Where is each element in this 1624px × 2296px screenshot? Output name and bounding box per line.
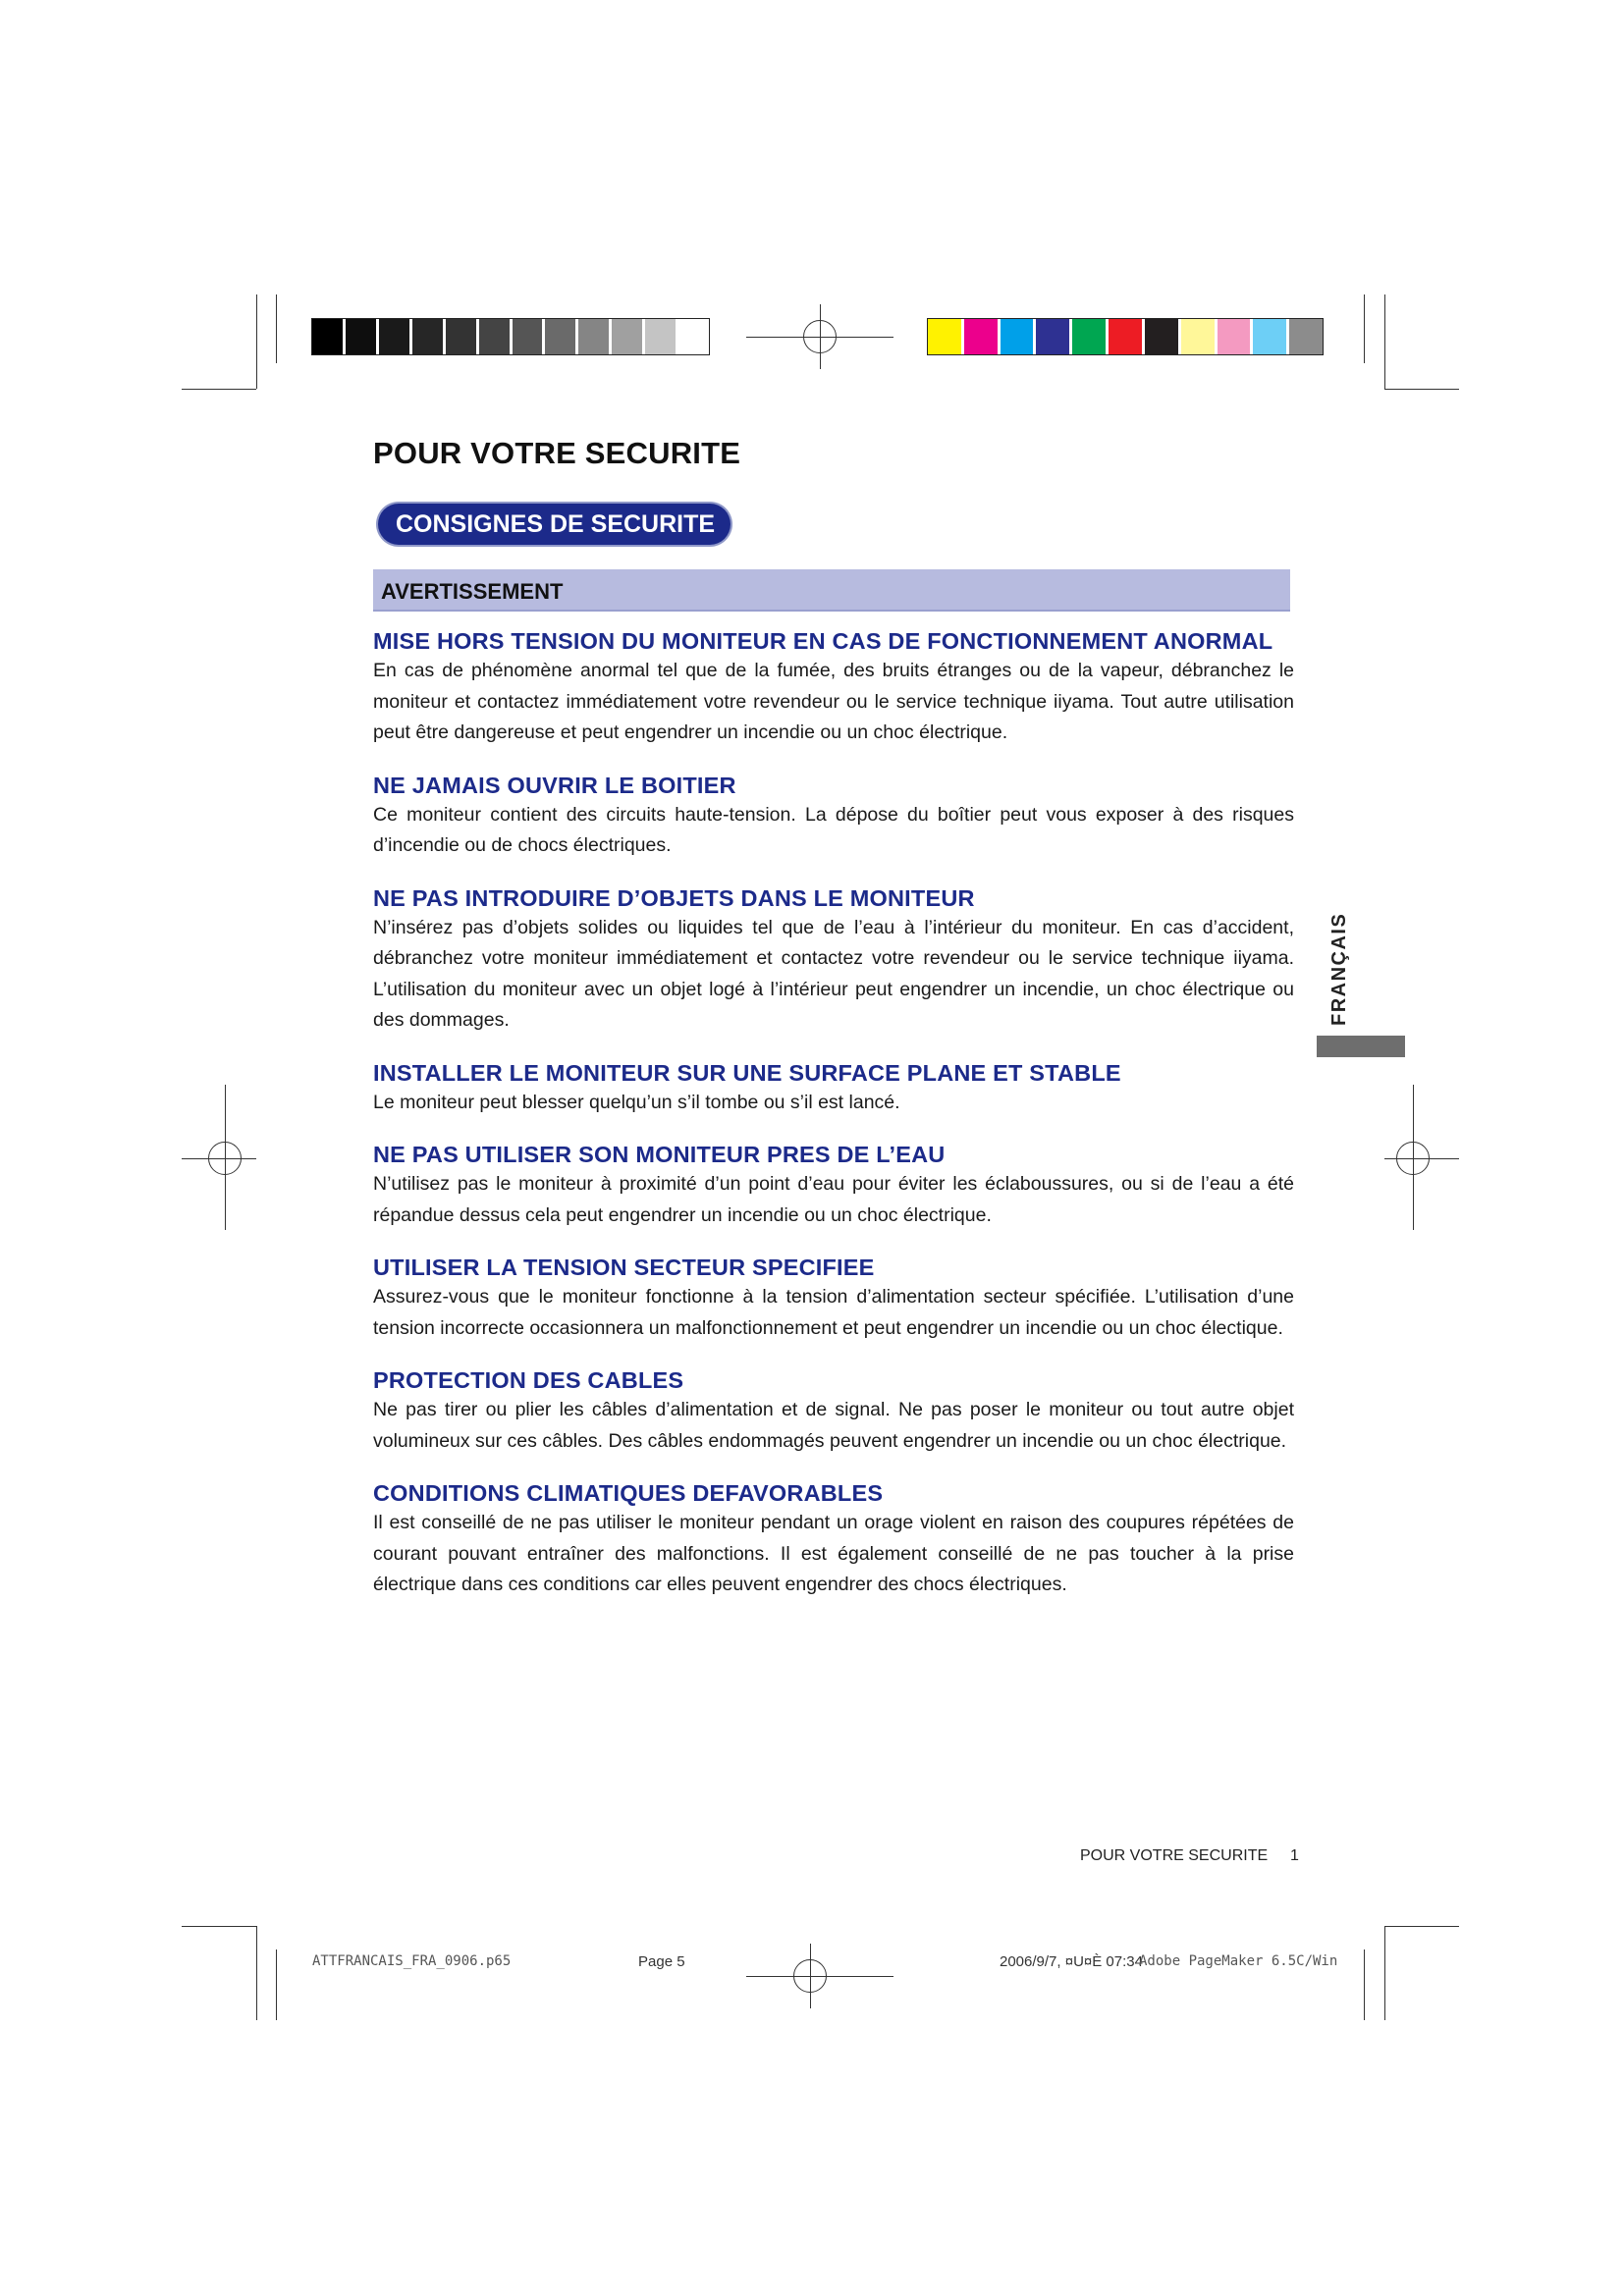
section-heading: NE PAS INTRODUIRE D’OBJETS DANS LE MONITEUR (373, 884, 975, 911)
calibration-swatch (446, 319, 479, 354)
page-title: POUR VOTRE SECURITE (373, 436, 741, 470)
section-body: En cas de phénomène anormal tel que de la fumée, des bruits étranges ou de la vapeur, débranchez le moniteur et contactez immédiatement votre revendeur ou le service technique iiyama. Tout autre utilisation peut être dangereuse et peut engendrer un incendie ou un choc électrique. (373, 660, 1294, 743)
safety-section (373, 883, 1294, 1037)
page-number: 1 (1290, 1847, 1299, 1864)
calibration-swatch (1145, 319, 1181, 354)
warning-label: AVERTISSEMENT (381, 579, 564, 604)
section-heading: CONDITIONS CLIMATIQUES DEFAVORABLES (373, 1480, 884, 1506)
calibration-swatch (346, 319, 379, 354)
calibration-swatch (928, 319, 964, 354)
safety-section (373, 771, 1294, 862)
slug-filename: ATTFRANCAIS_FRA_0906.p65 (312, 1953, 512, 1969)
slug-datetime: 2006/9/7, ¤U¤È 07:34 (1000, 1953, 1143, 1970)
calibration-swatch (1218, 319, 1254, 354)
section-body: Ne pas tirer ou plier les câbles d’alimentation et de signal. Ne pas poser le moniteur ou tout autre objet volumineux sur ces câbles. Des câbles endommagés peuvent engendrer un incendie ou un choc électrique. (373, 1399, 1294, 1452)
calibration-swatch (612, 319, 645, 354)
section-body: Le moniteur peut blesser quelqu’un s’il tombe ou s’il est lancé. (373, 1091, 900, 1113)
safety-section (373, 626, 1294, 749)
calibration-swatch (1289, 319, 1323, 354)
calibration-swatch (578, 319, 612, 354)
safety-section (373, 1253, 1294, 1344)
slug-software: Adobe PageMaker 6.5C/Win (1139, 1953, 1338, 1969)
calibration-swatch (645, 319, 678, 354)
language-label: FRANÇAIS (1328, 912, 1350, 1026)
safety-section (373, 1058, 1294, 1119)
language-side-tab (1317, 883, 1405, 1031)
calibration-swatch (379, 319, 412, 354)
safety-section (373, 1478, 1294, 1601)
warning-banner (373, 569, 1290, 612)
section-heading: PROTECTION DES CABLES (373, 1367, 684, 1393)
calibration-swatch (964, 319, 1001, 354)
calibration-swatch (1001, 319, 1037, 354)
section-pill-title: CONSIGNES DE SECURITE (378, 504, 731, 545)
section-heading: NE JAMAIS OUVRIR LE BOITIER (373, 772, 736, 798)
section-heading: MISE HORS TENSION DU MONITEUR EN CAS DE FONCTIONNEMENT ANORMAL (373, 628, 1273, 654)
calibration-swatch (1253, 319, 1289, 354)
calibration-swatch (1181, 319, 1218, 354)
calibration-swatch (479, 319, 513, 354)
section-body: Il est conseillé de ne pas utiliser le moniteur pendant un orage violent en raison des coupures répétées de courant pouvant entraîner des malfonctions. Il est également conseillé de ne pas toucher à la prise électrique dans ces conditions car elles peuvent engendrer des chocs électriques. (373, 1512, 1294, 1595)
calibration-swatch (1072, 319, 1109, 354)
section-heading: UTILISER LA TENSION SECTEUR SPECIFIEE (373, 1255, 875, 1280)
calibration-swatch (1036, 319, 1072, 354)
section-body: N’insérez pas d’objets solides ou liquides tel que de l’eau à l’intérieur du moniteur. En cas d’accident, débranchez votre moniteur immédiatement et contactez votre revendeur ou le service technique iiyama. L’utilisation du moniteur avec un objet logé à l’intérieur peut engendrer un incendie, un choc électrique ou des dommages. (373, 916, 1294, 1031)
safety-section (373, 1365, 1294, 1457)
slug-page: Page 5 (638, 1953, 685, 1970)
footer-section-name: POUR VOTRE SECURITE (1080, 1847, 1269, 1864)
language-tab-bar (1317, 1036, 1405, 1057)
safety-instructions (373, 626, 1294, 1623)
safety-section (373, 1140, 1294, 1231)
calibration-swatch (678, 319, 709, 354)
section-heading: INSTALLER LE MONITEUR SUR UNE SURFACE PLANE ET STABLE (373, 1059, 1121, 1086)
section-heading: NE PAS UTILISER SON MONITEUR PRES DE L’EAU (373, 1142, 946, 1167)
calibration-swatch (513, 319, 546, 354)
page-footer (1080, 1847, 1299, 1865)
calibration-swatch (545, 319, 578, 354)
calibration-swatch (412, 319, 446, 354)
calibration-swatch (312, 319, 346, 354)
section-body: N’utilisez pas le moniteur à proximité d’un point d’eau pour éviter les éclaboussures, ou si de l’eau a été répandue dessus cela peut engendrer un incendie ou un choc électrique. (373, 1173, 1294, 1226)
section-body: Ce moniteur contient des circuits haute-tension. La dépose du boîtier peut vous exposer à des risques d’incendie ou de chocs électriques. (373, 803, 1294, 856)
calibration-swatch (1109, 319, 1145, 354)
color-calibration-strip (927, 318, 1324, 355)
section-body: Assurez-vous que le moniteur fonctionne à la tension d’alimentation secteur spécifiée. L’utilisation d’une tension incorrecte occasionnera un malfonctionnement et peut engendrer un incendie ou un choc électique. (373, 1286, 1294, 1339)
grayscale-calibration-strip (311, 318, 710, 355)
